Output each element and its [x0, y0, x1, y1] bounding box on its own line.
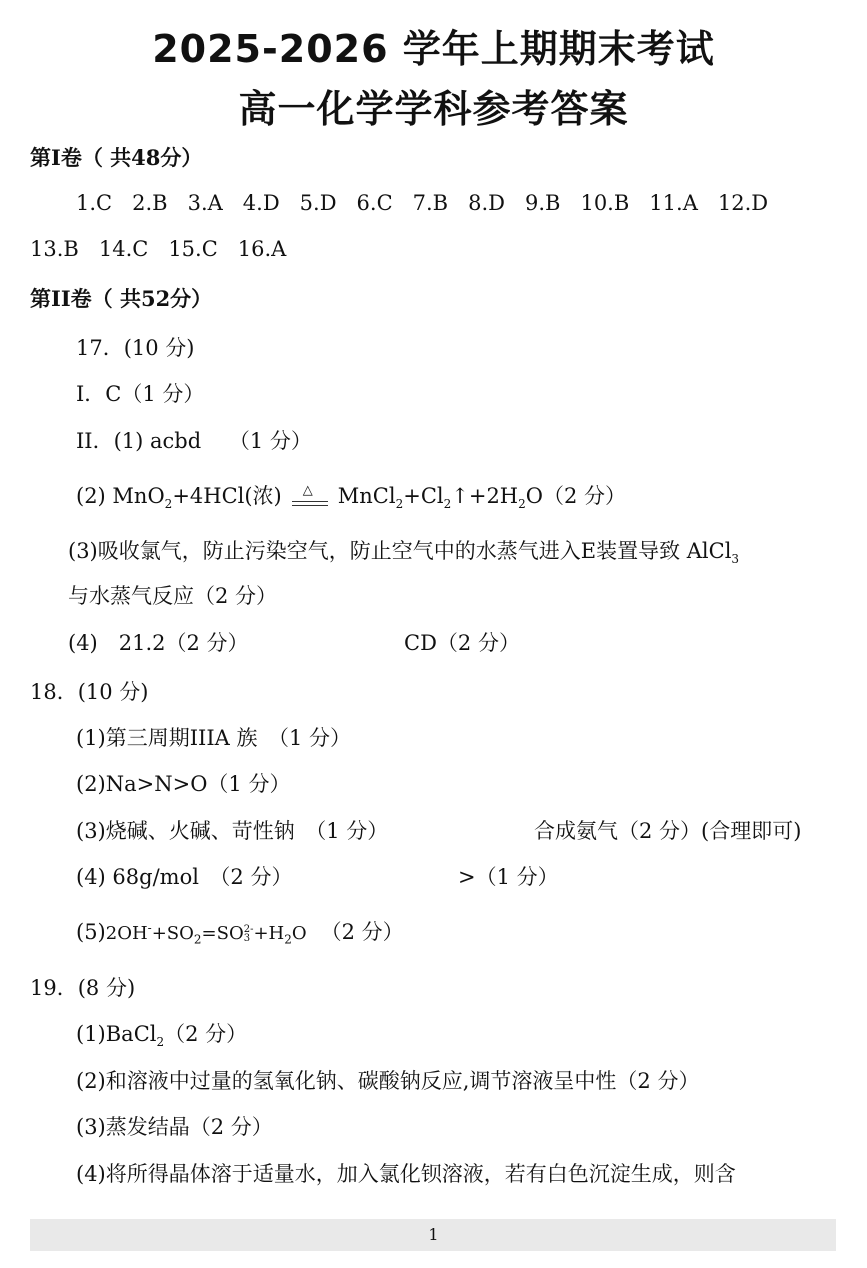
q18-part4-b: >（1 分）	[458, 865, 559, 889]
eq-sub: 2	[443, 497, 452, 512]
q17-part2: II．(1) acbd （1 分）	[76, 429, 312, 453]
answer-item: 8.D	[468, 191, 505, 215]
answer-item: 11.A	[649, 191, 698, 215]
eq-text: ↑+2H	[451, 484, 519, 508]
eq-sub: 2	[395, 497, 404, 512]
q19-part1-text: (1)BaCl	[76, 1022, 157, 1046]
answer-item: 3.A	[187, 191, 223, 215]
answers-row-2	[30, 237, 306, 261]
q18-part3: (3)烧碱、火碱、苛性钠 （1 分）	[76, 819, 389, 843]
section2-heading: 第II卷（ 共52分）	[30, 286, 213, 311]
q18-part3-b: 合成氨气（2 分）(合理即可)	[534, 819, 802, 843]
answer-item: 2.B	[132, 191, 168, 215]
q19-part3: (3)蒸发结晶（2 分）	[76, 1115, 273, 1139]
answer-item: 9.B	[524, 191, 561, 215]
q18-part2: (2)Na>N>O（1 分）	[76, 772, 291, 796]
eq-sub: 2	[518, 497, 526, 512]
q18-header: 18．(10 分)	[30, 680, 149, 704]
eq-sub: 2	[164, 497, 173, 512]
eq-text: +4HCl(浓)	[172, 484, 282, 508]
exam-subtitle: 高一化学学科参考答案	[238, 87, 629, 131]
q19-part1-sub: 2	[156, 1035, 165, 1050]
heating-condition-symbol: △	[290, 487, 330, 509]
q17-part1: I．C（1 分）	[76, 382, 205, 406]
answer-item: 14.C	[98, 237, 149, 261]
q18-part5-label: (5)	[76, 920, 106, 944]
answer-item: 1.C	[76, 191, 113, 215]
answer-item: 12.D	[717, 191, 769, 215]
q17-part4-b: CD（2 分）	[404, 631, 520, 655]
q17-part3-sub: 3	[731, 552, 740, 567]
q19-part4: (4)将所得晶体溶于适量水，加入氯化钡溶液，若有白色沉淀生成，则含	[76, 1162, 736, 1186]
ionic-equation: $2OH^-+SO_2=SO$ 2- 3 $+H_2O$	[105, 921, 307, 947]
q18-part1: (1)第三周期IIIA 族 （1 分）	[76, 726, 352, 750]
eq-text: +Cl	[403, 484, 444, 508]
q18-part5-score: （2 分）	[320, 920, 404, 944]
answer-item: 7.B	[412, 191, 449, 215]
answer-item: 10.B	[580, 191, 630, 215]
q17-part3-text: (3)吸收氯气，防止污染空气，防止空气中的水蒸气进入E装置导致 AlCl	[68, 539, 732, 563]
q17-part3-cont: 与水蒸气反应（2 分）	[68, 584, 278, 608]
section1-heading: 第Ⅰ卷（ 共48分）	[30, 145, 203, 170]
answer-item: 5.D	[299, 191, 337, 215]
answer-item: 16.A	[237, 237, 287, 261]
q19-header: 19．(8 分)	[30, 976, 136, 1000]
q17-header: 17．(10 分)	[76, 336, 195, 360]
answer-item: 15.C	[168, 237, 218, 261]
page-number: 1	[428, 1225, 439, 1244]
q19-part1-score: （2 分）	[164, 1022, 248, 1046]
q17-equation	[76, 480, 626, 511]
eq-text: (2) MnO	[76, 484, 165, 508]
eq-text: MnCl	[337, 484, 396, 508]
answers-row-1	[76, 191, 788, 215]
answer-item: 13.B	[30, 237, 79, 261]
eq-text: O（2 分）	[525, 484, 627, 508]
q19-part1	[76, 1018, 247, 1049]
exam-title: 2025-2026 学年上期期末考试	[152, 27, 715, 71]
q17-part4: (4) 21.2（2 分）	[68, 631, 249, 655]
q18-part4: (4) 68g/mol （2 分）	[76, 865, 293, 889]
answer-item: 6.C	[356, 191, 393, 215]
answer-item: 4.D	[242, 191, 280, 215]
q18-part5	[76, 916, 404, 947]
q17-part3	[68, 535, 739, 566]
q19-part2: (2)和溶液中过量的氢氧化钠、碳酸钠反应,调节溶液呈中性（2 分）	[76, 1069, 700, 1093]
